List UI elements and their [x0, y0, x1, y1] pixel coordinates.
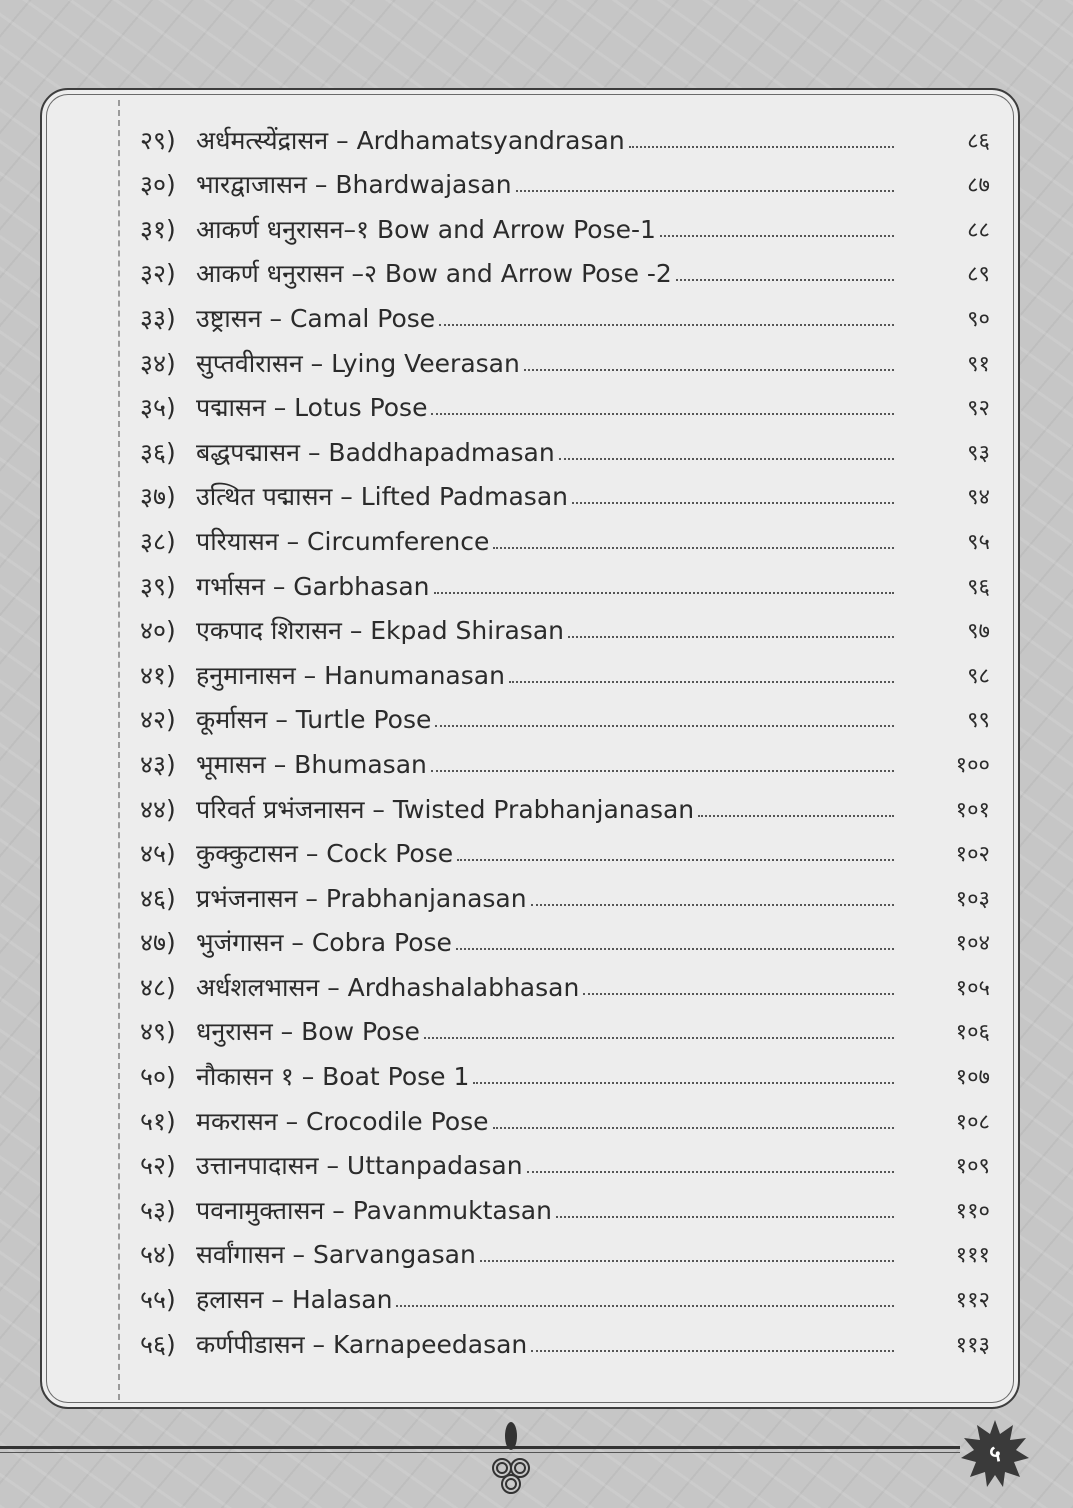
- dot-leader: [456, 948, 894, 950]
- dot-leader: [698, 815, 894, 817]
- toc-entry: [140, 1223, 1000, 1268]
- toc-entry-page: ९८: [967, 663, 990, 689]
- toc-entry: [140, 643, 1000, 688]
- dot-leader: [527, 1171, 894, 1173]
- toc-entry-page: ९७: [967, 619, 990, 645]
- dot-leader: [493, 1127, 894, 1129]
- toc-entry-number: ३८): [140, 526, 176, 556]
- toc-entry: [140, 286, 1000, 331]
- toc-entry-page: ९६: [967, 574, 990, 600]
- toc-entry-number: ३५): [140, 393, 176, 423]
- toc-entry-number: ४७): [140, 928, 176, 958]
- toc-entry-page: ९१: [967, 351, 990, 377]
- toc-entry-page: १०९: [955, 1154, 990, 1180]
- toc-entry-number: ५४): [140, 1240, 176, 1270]
- toc-entry-number: ३०): [140, 170, 176, 200]
- toc-entry-title: हनुमानासन – Hanumanasan: [196, 660, 505, 690]
- toc-entry-page: १०६: [955, 1020, 990, 1046]
- toc-entry-number: ५३): [140, 1195, 176, 1225]
- dot-leader: [396, 1305, 894, 1307]
- toc-entry: [140, 465, 1000, 510]
- toc-entry-number: २९): [140, 125, 176, 155]
- toc-entry-title: मकरासन – Crocodile Pose: [196, 1106, 489, 1136]
- toc-entry-title: सर्वांगासन – Sarvangasan: [196, 1240, 476, 1270]
- toc-entry-number: ५०): [140, 1062, 176, 1092]
- dot-leader: [473, 1082, 894, 1084]
- toc-entry-title: एकपाद शिरासन – Ekpad Shirasan: [196, 616, 564, 646]
- toc-entry: [140, 197, 1000, 242]
- toc-entry-number: ३७): [140, 482, 176, 512]
- margin-divider: [118, 100, 120, 1400]
- toc-entry-title: प्रभंजनासन – Prabhanjanasan: [196, 883, 527, 913]
- toc-entry-number: ३६): [140, 437, 176, 467]
- dot-leader: [509, 681, 894, 683]
- toc-entry-page: ९४: [967, 485, 990, 511]
- toc-entry-page: १०२: [955, 842, 990, 868]
- toc-entry-page: १०४: [955, 931, 990, 957]
- toc-entry-title: हलासन – Halasan: [196, 1285, 393, 1315]
- footer-rule-thin: [0, 1452, 960, 1453]
- toc-entry-title: उष्ट्रासन – Camal Pose: [196, 303, 436, 333]
- dot-leader: [559, 458, 894, 460]
- toc-entry-title: भारद्वाजासन – Bhardwajasan: [196, 170, 512, 200]
- toc-entry-page: १०३: [955, 886, 990, 912]
- toc-entry: [140, 911, 1000, 956]
- toc-entry-number: ५२): [140, 1151, 176, 1181]
- toc-entry-page: ९२: [967, 396, 990, 422]
- dot-leader: [431, 770, 894, 772]
- toc-entry-page: ९५: [967, 529, 990, 555]
- dot-leader: [434, 592, 895, 594]
- toc-entry-title: नौकासन १ – Boat Pose 1: [196, 1062, 470, 1092]
- toc-entry-number: ३१): [140, 214, 176, 244]
- toc-entry-page: १००: [955, 752, 990, 778]
- dot-leader: [424, 1037, 894, 1039]
- dot-leader: [556, 1216, 894, 1218]
- toc-entry-number: ४१): [140, 660, 176, 690]
- toc-entry-title: धनुरासन – Bow Pose: [196, 1017, 420, 1047]
- toc-entry-title: परियासन – Circumference: [196, 526, 490, 556]
- toc-entry-title: आकर्ण धनुरासन –२ Bow and Arrow Pose -2: [196, 259, 672, 289]
- toc-entry-number: ५६): [140, 1329, 176, 1359]
- toc-entry-number: ४४): [140, 794, 176, 824]
- toc-entry-page: १११: [955, 1243, 990, 1269]
- toc-entry: [140, 732, 1000, 777]
- toc-entry: [140, 955, 1000, 1000]
- dot-leader: [531, 1350, 894, 1352]
- dot-leader: [660, 235, 894, 237]
- toc-entry-title: अर्धशलभासन – Ardhashalabhasan: [196, 972, 580, 1002]
- dot-leader: [435, 725, 894, 727]
- toc-entry-page: ८६: [967, 128, 990, 154]
- toc-entry-page: १०५: [955, 975, 990, 1001]
- toc-entry-number: ४६): [140, 883, 176, 913]
- toc-entry: [140, 1134, 1000, 1179]
- toc-entry-number: ५५): [140, 1285, 176, 1315]
- toc-entry-number: ४०): [140, 616, 176, 646]
- toc-entry-title: कर्णपीडासन – Karnapeedasan: [196, 1329, 528, 1359]
- table-of-contents: [140, 108, 1000, 1357]
- dot-leader: [457, 859, 894, 861]
- toc-entry-number: ३४): [140, 348, 176, 378]
- toc-entry: [140, 822, 1000, 867]
- toc-entry-number: ४९): [140, 1017, 176, 1047]
- toc-entry-page: ११०: [955, 1198, 990, 1224]
- toc-entry-page: १०७: [955, 1065, 990, 1091]
- toc-entry-title: कूर्मासन – Turtle Pose: [196, 705, 432, 735]
- toc-entry-number: ४२): [140, 705, 176, 735]
- toc-entry-page: १०१: [955, 797, 990, 823]
- toc-entry: [140, 242, 1000, 287]
- toc-entry: [140, 420, 1000, 465]
- toc-entry-number: ४८): [140, 972, 176, 1002]
- toc-entry: [140, 509, 1000, 554]
- toc-entry: [140, 866, 1000, 911]
- dot-leader: [516, 190, 894, 192]
- toc-entry-title: उत्तानपादासन – Uttanpadasan: [196, 1151, 523, 1181]
- dot-leader: [583, 993, 894, 995]
- toc-entry-title: भुजंगासन – Cobra Pose: [196, 928, 452, 958]
- toc-entry-title: पद्मासन – Lotus Pose: [196, 393, 428, 423]
- toc-entry-page: ८८: [967, 217, 990, 243]
- dot-leader: [431, 413, 894, 415]
- toc-entry-title: उत्थित पद्मासन – Lifted Padmasan: [196, 482, 568, 512]
- toc-entry-title: गर्भासन – Garbhasan: [196, 571, 430, 601]
- toc-entry: [140, 1000, 1000, 1045]
- dot-leader: [524, 369, 894, 371]
- toc-entry-title: कुक्कुटासन – Cock Pose: [196, 839, 454, 869]
- toc-entry: [140, 376, 1000, 421]
- toc-entry: [140, 688, 1000, 733]
- toc-entry-page: ९३: [967, 440, 990, 466]
- toc-entry-title: सुप्तवीरासन – Lying Veerasan: [196, 348, 520, 378]
- toc-entry: [140, 1267, 1000, 1315]
- toc-entry: [140, 1178, 1000, 1223]
- page-number: ५: [989, 1442, 1001, 1467]
- dot-leader: [572, 502, 894, 504]
- toc-entry: [140, 1044, 1000, 1092]
- toc-entry-page: ८९: [967, 262, 990, 288]
- toc-entry-page: ९९: [967, 708, 990, 734]
- toc-entry: [140, 599, 1000, 644]
- toc-entry-number: ३२): [140, 259, 176, 289]
- toc-entry: [140, 331, 1000, 376]
- toc-entry-title: पवनामुक्तासन – Pavanmuktasan: [196, 1195, 552, 1225]
- toc-entry: [140, 777, 1000, 822]
- dot-leader: [531, 904, 894, 906]
- toc-entry-page: १०८: [955, 1109, 990, 1135]
- dot-leader: [493, 547, 894, 549]
- toc-entry-title: परिवर्त प्रभंजनासन – Twisted Prabhanjanasan: [196, 794, 695, 824]
- toc-entry-number: ४३): [140, 749, 176, 779]
- dot-leader: [439, 324, 894, 326]
- toc-entry-page: ११२: [955, 1288, 990, 1314]
- dot-leader: [568, 636, 894, 638]
- dot-leader: [629, 146, 894, 148]
- toc-entry-page: ९०: [967, 306, 990, 332]
- toc-entry: [140, 1312, 1000, 1357]
- page-number-badge: [960, 1418, 1030, 1488]
- toc-entry: [140, 1089, 1000, 1134]
- dot-leader: [676, 279, 894, 281]
- toc-entry-number: ४५): [140, 839, 176, 869]
- toc-entry-title: भूमासन – Bhumasan: [196, 749, 427, 779]
- toc-entry-page: ११३: [955, 1332, 990, 1358]
- toc-entry-page: ८७: [967, 173, 990, 199]
- toc-entry: [140, 108, 1000, 153]
- toc-entry-title: बद्धपद्मासन – Baddhapadmasan: [196, 437, 555, 467]
- toc-entry-title: आकर्ण धनुरासन–१ Bow and Arrow Pose-1: [196, 214, 656, 244]
- footer-rule: [0, 1446, 960, 1449]
- toc-entry-number: ३९): [140, 571, 176, 601]
- dot-leader: [480, 1260, 894, 1262]
- toc-entry-title: अर्धमत्स्येंद्रासन – Ardhamatsyandrasan: [196, 125, 625, 155]
- spiral-emblem-icon: [488, 1418, 534, 1498]
- toc-entry-number: ३३): [140, 303, 176, 333]
- toc-entry: [140, 554, 1000, 599]
- toc-entry-number: ५१): [140, 1106, 176, 1136]
- toc-entry: [140, 153, 1000, 198]
